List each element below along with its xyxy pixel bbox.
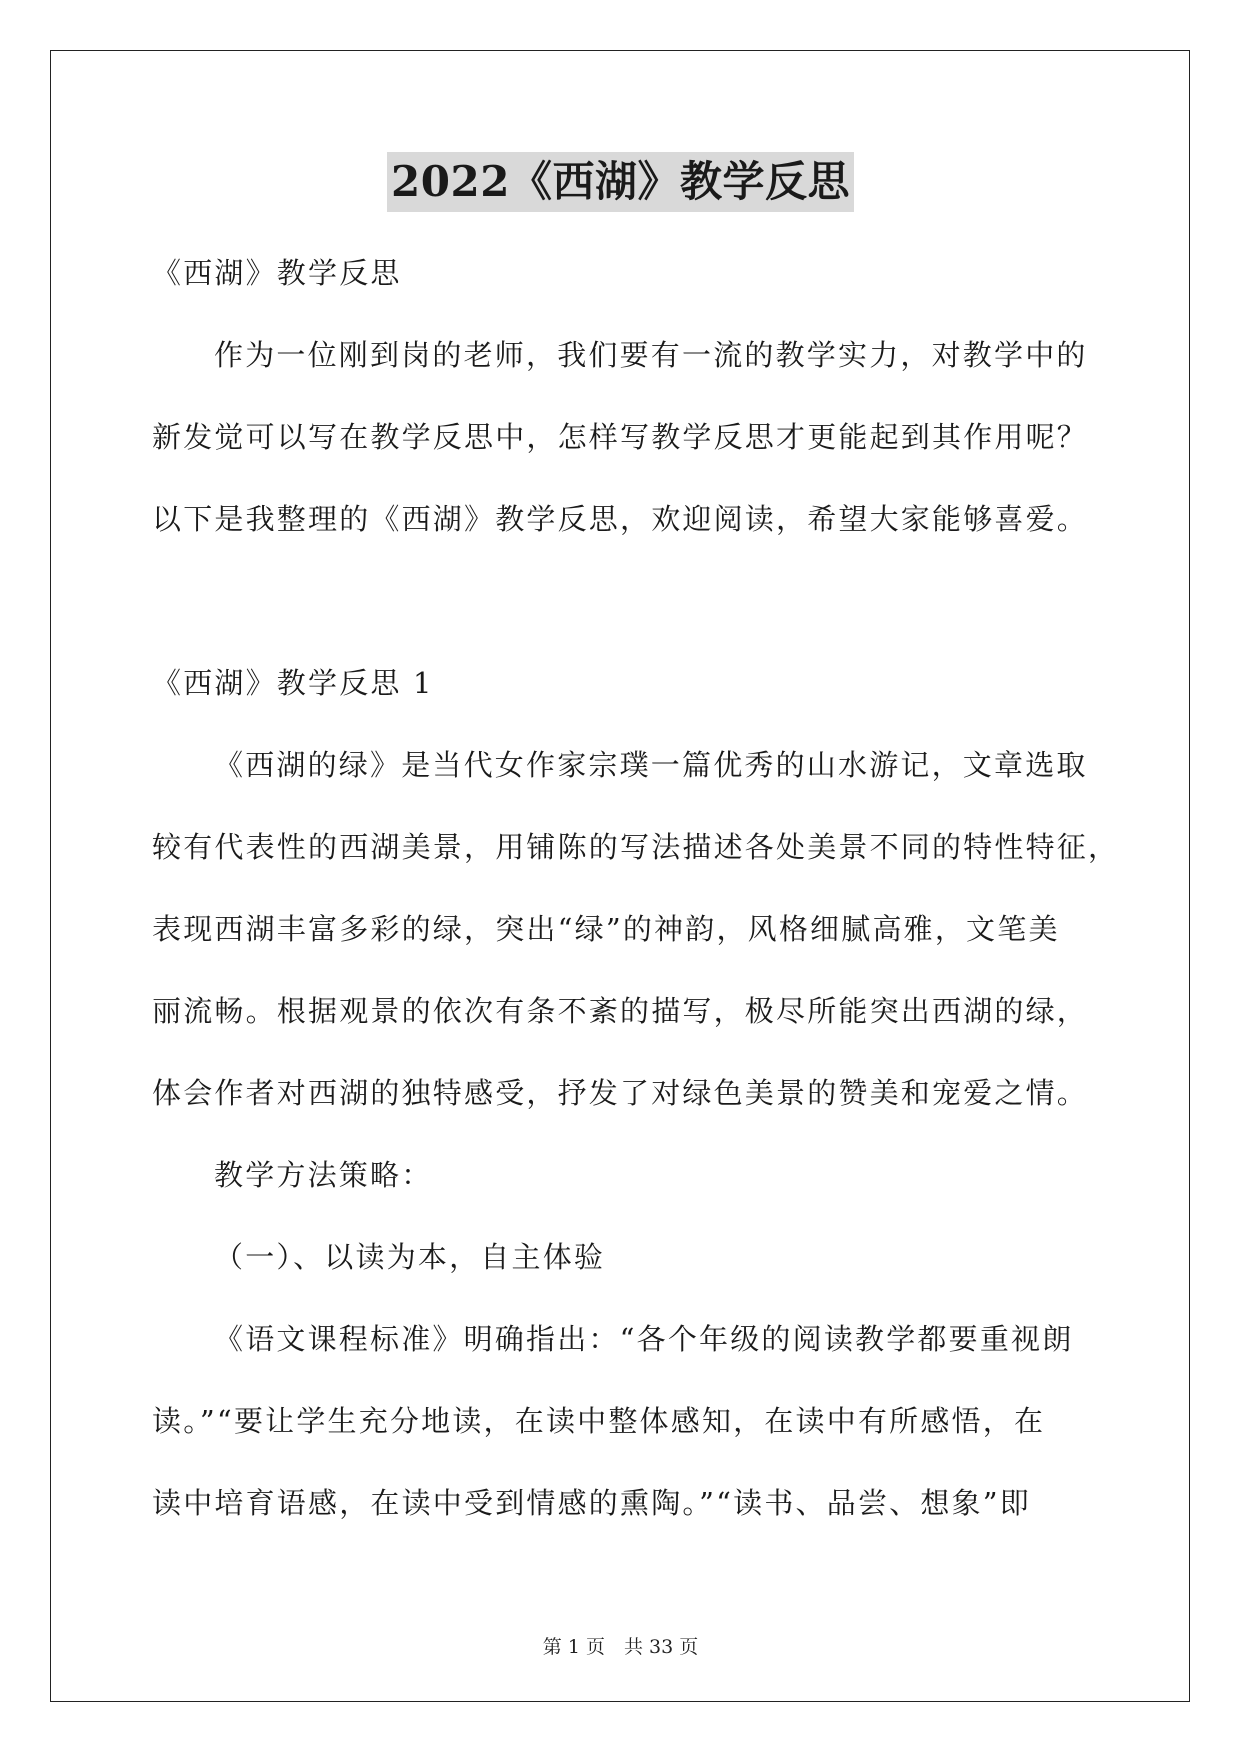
paragraph-line: 新发觉可以写在教学反思中，怎样写教学反思才更能起到其作用呢？ [152,420,1089,454]
paragraph-line: 表现西湖丰富多彩的绿，突出“绿”的神韵，风格细腻高雅，文笔美 [152,912,1060,946]
paragraph-line: 读。”“要让学生充分地读，在读中整体感知，在读中有所感悟，在 [152,1404,1046,1438]
subheading: 教学方法策略： [214,1158,433,1192]
paragraph-line: 以下是我整理的《西湖》教学反思，欢迎阅读，希望大家能够喜爱。 [152,502,1089,536]
paragraph-line: 《语文课程标准》明确指出：“各个年级的阅读教学都要重视朗 [214,1322,1074,1356]
section-heading: 《西湖》教学反思 [152,256,402,290]
spacer [152,560,1104,642]
page-number: 第 1 页 共 33 页 [542,1636,699,1658]
paragraph-line: 体会作者对西湖的独特感受，抒发了对绿色美景的赞美和宠爱之情。 [152,1076,1089,1110]
title-container [0,152,1241,212]
paragraph-line: 丽流畅。根据观景的依次有条不紊的描写，极尽所能突出西湖的绿， [152,994,1089,1028]
section-heading: 《西湖》教学反思 1 [152,666,434,700]
paragraph-line: 《西湖的绿》是当代女作家宗璞一篇优秀的山水游记，文章选取 [214,748,1088,782]
subheading: （一）、以读为本，自主体验 [214,1240,606,1274]
paragraph-line: 作为一位刚到岗的老师，我们要有一流的教学实力，对教学中的 [214,338,1088,372]
paragraph-line: 读中培育语感，在读中受到情感的熏陶。”“读书、品尝、想象”即 [152,1486,1031,1520]
document-body [152,232,1120,1544]
document-title: 2022《西湖》教学反思 [387,152,854,212]
paragraph-line: 较有代表性的西湖美景，用铺陈的写法描述各处美景不同的特性特征， [152,830,1120,864]
page-footer [0,1632,1241,1659]
